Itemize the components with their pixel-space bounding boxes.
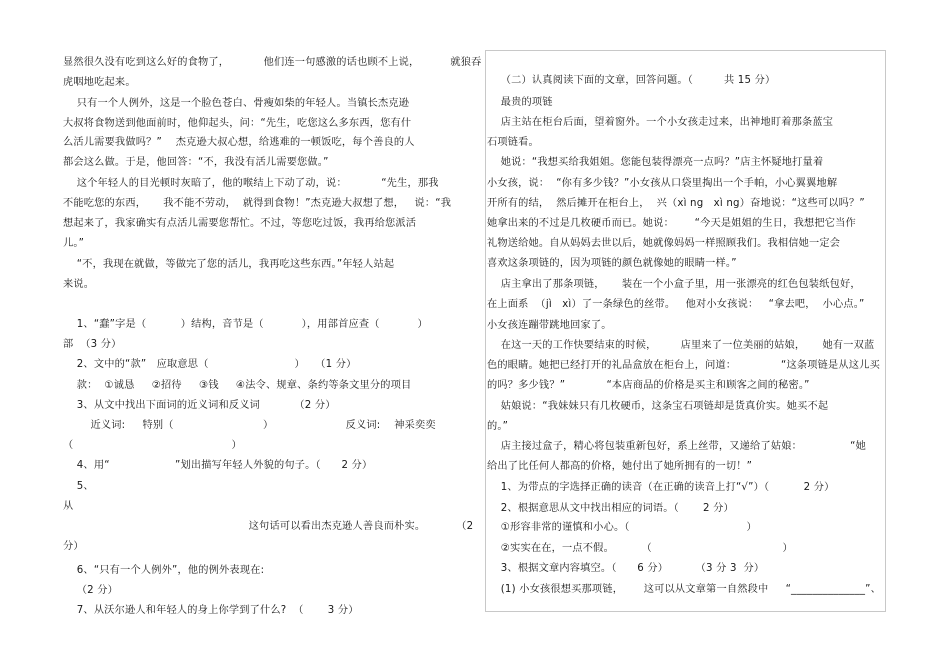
left-column-line: 5、 xyxy=(63,481,94,492)
left-column-line: 近义词: 特别（ ） 反义词: 神采奕奕 xyxy=(63,420,436,431)
right-column-line: 给出了比任何人都高的价格，她付出了她所拥有的一切！” xyxy=(487,461,753,472)
left-column-line: 儿。” xyxy=(63,238,85,249)
right-column-line: (1) 小女孩很想买那项链， 这可以从文章第一自然段中 “______________”、 xyxy=(487,584,882,595)
right-column-line: 姑娘说：“我妹妹只有几枚硬币，这条宝石项链却是货真价实。她买不起 xyxy=(487,401,829,412)
left-column-line: 1、“蠢”字是（ ）结构，音节是（ ），用部首应查（ ） xyxy=(63,319,428,330)
left-column-line: 只有一个人例外，这是一个脸色苍白、骨瘦如柴的年轻人。当镇长杰克逊 xyxy=(63,98,410,109)
right-column-line: 店主站在柜台后面，望着窗外。一个小女孩走过来，出神地盯着那条蓝宝 xyxy=(487,117,834,128)
left-column-line: 6、“只有一个人例外”，他的例外表现在: xyxy=(63,565,265,576)
right-column-line: 石项链看。 xyxy=(487,137,539,148)
right-column-line: 她说：“我想买给我姐姐。您能包装得漂亮一点吗？”店主怀疑地打量着 xyxy=(487,157,824,168)
right-column-line: 喜欢这条项链的，因为项链的颜色就像她的眼睛一样。” xyxy=(487,258,737,269)
left-column-line: 么活儿需要我做吗？” 杰克逊大叔心想，给逃难的一顿饭吃，每个善良的人 xyxy=(63,137,415,148)
right-column-line: （二）认真阅读下面的文章，回答问题。（ 共 15 分） xyxy=(487,75,776,86)
left-column-line: 来说。 xyxy=(63,279,95,290)
right-column-line: 店主接过盒子，精心将包装重新包好，系上丝带，又递给了姑娘： “她 xyxy=(487,441,866,452)
right-column-line: 开所有的结， 然后摊开在柜台上， 兴（xì ng xì ng）奋地说：“这些可以吗？” xyxy=(487,198,865,209)
left-column-line: 3、从文中找出下面词的近义词和反义词 （2 分） xyxy=(63,400,336,411)
right-column-line: 店主拿出了那条项链， 装在一个小盒子里，用一张漂亮的红色包装纸包好， xyxy=(487,279,861,290)
left-column-line: 4、用“ ”划出描写年轻人外貌的句子。（ 2 分） xyxy=(63,460,373,471)
right-column-line: 的吗？多少钱？” “本店商品的价格是买主和顾客之间的秘密。” xyxy=(487,380,810,391)
left-column-line: （ ） xyxy=(63,440,242,451)
left-column-line: “不，我现在就做，等做完了您的活儿，我再吃这些东西。”年轻人站起 xyxy=(63,259,395,270)
left-column-line: 不能吃您的东西， 我不能不劳动， 就得到食物！”杰克逊大叔想了想， 说：“我 xyxy=(63,198,452,209)
left-column-line: 大叔将食物送到他面前时，他仰起头，问：“先生，吃您这么多东西，您有什 xyxy=(63,118,412,129)
right-column-line: ①形容非常的谨慎和小心。（ ） xyxy=(487,522,757,533)
left-column-line: 2、文中的“款” 应取意思（ ） （1 分） xyxy=(63,359,357,370)
right-column-line: 在上面系 （jì xì）了一条绿色的丝带。 他对小女孩说： “拿去吧， 小心点。” xyxy=(487,299,865,310)
right-column-line: 1、为带点的字选择正确的读音（在正确的读音上打“√”）（ 2 分） xyxy=(487,482,835,493)
left-column-line: 7、从沃尔逊人和年轻人的身上你学到了什么? （ 3 分） xyxy=(63,605,359,616)
left-column-line: 分） xyxy=(63,541,84,552)
left-column-line: 想起来了，我家确实有点活儿需要您帮忙。不过，等您吃过饭，我再给您派活 xyxy=(63,218,417,229)
right-column-line: 她拿出来的不过是几枚硬币而已。她说： “今天是姐姐的生日，我想把它当作 xyxy=(487,218,856,229)
left-column-line: 都会这么做。于是，他回答：“不，我没有活儿需要您做。” xyxy=(63,157,329,168)
right-column-line: ②实实在在，一点不假。 （ ） xyxy=(487,543,793,554)
left-column-line: 虎咽地吃起来。 xyxy=(63,77,136,88)
right-column-line: 小女孩连蹦带跳地回家了。 xyxy=(487,320,612,331)
right-column-line: 的。” xyxy=(487,421,509,432)
left-column-line: 这句话可以看出杰克逊人善良而朴实。 （2 xyxy=(63,521,474,532)
right-column-line: 最贵的项链 xyxy=(487,97,553,108)
right-column-line: 色的眼睛。她把已经打开的礼品盒放在柜台上，问道： “这条项链是从这儿买 xyxy=(487,360,880,371)
left-column-line: （2 分） xyxy=(63,585,119,596)
left-column-frame xyxy=(63,48,464,620)
left-column-line: 款： ①诚恳 ②招待 ③钱 ④法令、规章、条约等条文里分的项目 xyxy=(63,380,412,391)
right-column-line: 在这一天的工作快要结束的时候， 店里来了一位美丽的姑娘， 她有一双蓝 xyxy=(487,340,875,351)
left-column-line: 部 （3 分） xyxy=(63,339,122,350)
right-column-line: 礼物送给她。自从妈妈去世以后，她就像妈妈一样照顾我们。我相信她一定会 xyxy=(487,238,841,249)
left-column-line: 这个年轻人的目光顿时灰暗了，他的喉结上下动了动，说： “先生，那我 xyxy=(63,178,439,189)
left-column-line: 显然很久没有吃到这么好的食物了， 他们连一句感激的话也顾不上说， 就狼吞 xyxy=(63,57,482,68)
right-column-line: 3、根据文章内容填空。（ 6 分） （3 分 3 分） xyxy=(487,563,765,574)
right-column-line: 2、根据意思从文中找出相应的词语。（ 2 分） xyxy=(487,503,734,514)
right-column-line: 小女孩，说： “你有多少钱？”小女孩从口袋里掏出一个手帕，小心翼翼地解 xyxy=(487,178,838,189)
left-column-line: 从 xyxy=(63,501,74,512)
